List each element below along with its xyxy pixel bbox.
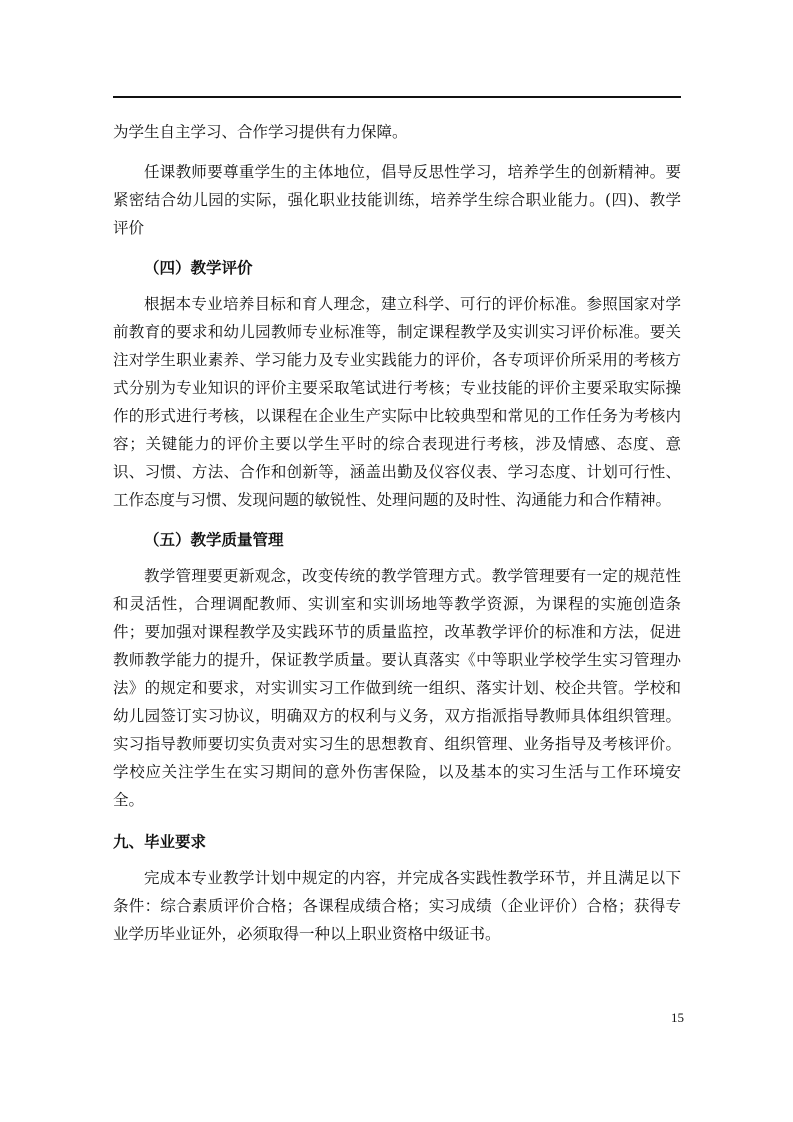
paragraph-graduation-conditions: 完成本专业教学计划中规定的内容，并完成各实践性教学环节，并且满足以下条件：综合素质评价合格；各课程成绩合格；实习成绩（企业评价）合格；获得专业学历毕业证外，必须取得一种以上职业资格中级证书。 [113, 869, 681, 943]
paragraph-continuation: 为学生自主学习、合作学习提供有力保障。 [113, 123, 408, 141]
paragraph-quality-management: 教学管理要更新观念，改变传统的教学管理方式。教学管理要有一定的规范性和灵活性，合理调配教师、实训室和实训场地等教学资源，为课程的实施创造条件；要加强对课程教学及实践环节的质量监控，改革教学评价的标准和方法，促进教师教学能力的提升，保证教学质量。要认真落实《中等职业学校学生实习管理办法》的规定和要求，对实训实习工作做到统一组织、落实计划、校企共管。学校和幼儿园签订实习协议，明确双方的权利与义务，双方指派指导教师具体组织管理。实习指导教师要切实负责对实习生的思想教育、组织管理、业务指导及考核评价。学校应关注学生在实习期间的意外伤害保险，以及基本的实习生活与工作环境安全。 [113, 567, 681, 809]
heading-teaching-quality-management: （五）教学质量管理 [144, 531, 284, 549]
heading-graduation-requirements: 九、毕业要求 [113, 833, 207, 851]
header-rule [113, 96, 681, 98]
paragraph-teacher-role: 任课教师要尊重学生的主体地位，倡导反思性学习，培养学生的创新精神。要紧密结合幼儿园的实际，强化职业技能训练，培养学生综合职业能力。(四)、教学评价 [113, 163, 681, 237]
paragraph-evaluation-standards: 根据本专业培养目标和育人理念，建立科学、可行的评价标准。参照国家对学前教育的要求和幼儿园教师专业标准等，制定课程教学及实训实习评价标准。要关注对学生职业素养、学习能力及专业实践能力的评价，各专项评价所采用的考核方式分别为专业知识的评价主要采取笔试进行考核；专业技能的评价主要采取实际操作的形式进行考核，以课程在企业生产实际中比较典型和常见的工作任务为考核内容；关键能力的评价主要以学生平时的综合表现进行考核，涉及情感、态度、意识、习惯、方法、合作和创新等，涵盖出勤及仪容仪表、学习态度、计划可行性、工作态度与习惯、发现问题的敏锐性、处理问题的及时性、沟通能力和合作精神。 [113, 295, 681, 509]
page-number: 15 [671, 1010, 684, 1025]
document-body [113, 118, 681, 948]
heading-teaching-evaluation: （四）教学评价 [144, 259, 253, 277]
